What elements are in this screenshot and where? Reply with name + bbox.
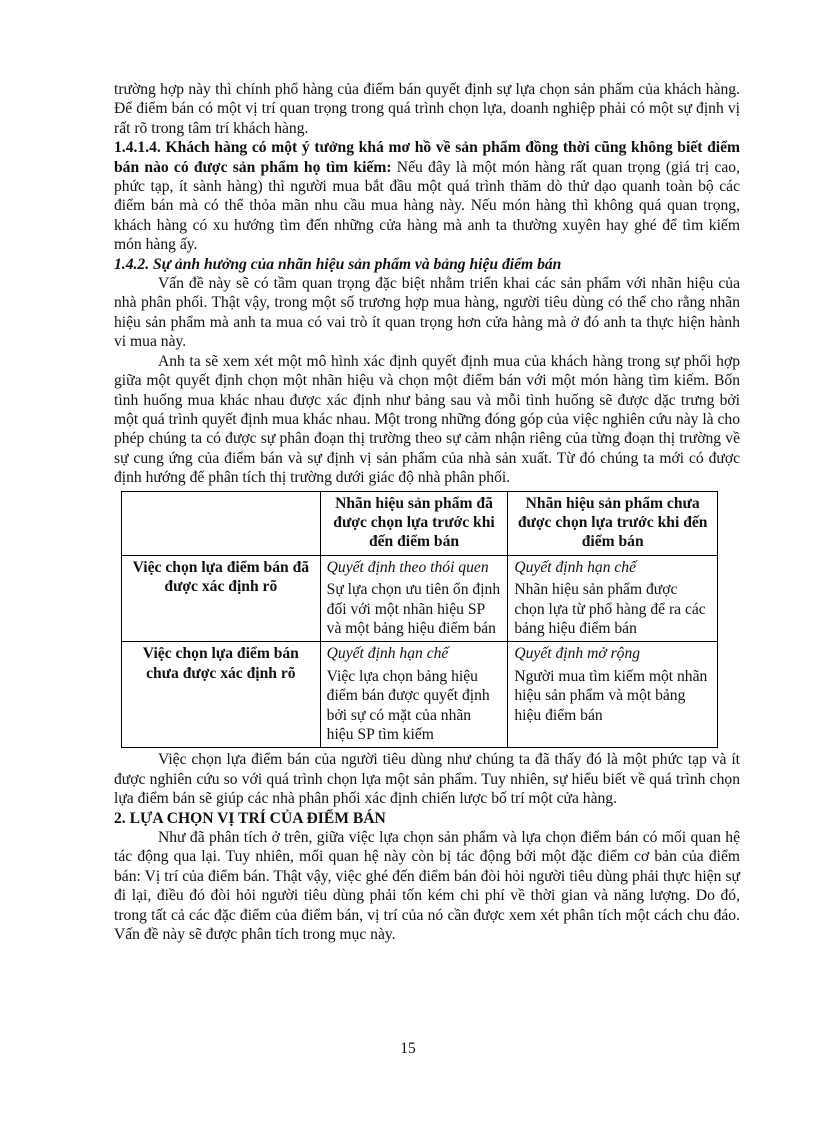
- table-cell: [320, 642, 508, 748]
- paragraph-location: Như đã phân tích ở trên, giữa việc lựa chọn sản phẩm và lựa chọn điểm bán có mối quan hệ tác động qua lại. Tuy nhiên, mối quan hệ này còn bị tác động bởi một đặc điểm cơ bản của điểm bán: Vị trí của điểm bán. Thật vậy, việc ghé đến điểm bán đòi hỏi người tiêu dùng phải thực hiện sự đi lại, điều đó đòi hỏi người tiêu dùng phải tốn kém chi phí về thời gian và năng lượng. Do đó, trong tất cả các đặc điểm của điểm bán, vị trí của nó cần được xem xét phân tích một cách chu đáo. Vấn đề này sẽ được phân tích trong mục này.: [114, 829, 740, 944]
- cell-text: Việc lựa chọn bảng hiệu điểm bán được quyết định bởi sự có mặt của nhãn hiệu SP tìm kiếm: [326, 667, 490, 743]
- paragraph-intro: trường hợp này thì chính phổ hàng của điểm bán quyết định sự lựa chọn sản phẩm của khách hàng. Để điểm bán có một vị trí quan trọng trong quá trình chọn lựa, doanh nghiệp phải có một sự định vị rất rõ trong tâm trí khách hàng.: [114, 81, 740, 137]
- table-col-header: Nhãn hiệu sản phẩm chưa được chọn lựa trước khi đến điểm bán: [508, 491, 718, 555]
- table-cell: [508, 555, 718, 642]
- cell-title: Quyết định hạn chế: [326, 645, 449, 663]
- table-row-header: Việc chọn lựa điểm bán chưa được xác định rõ: [122, 642, 321, 748]
- table-cell: [320, 555, 508, 642]
- heading-1-4-2: 1.4.2. Sự ảnh hưởng của nhãn hiệu sản phẩm và bảng hiệu điểm bán: [114, 255, 562, 273]
- cell-title: Quyết định mở rộng: [514, 645, 641, 663]
- paragraph-brand-influence: Vấn đề này sẽ có tầm quan trọng đặc biệt nhằm triển khai các sản phẩm với nhãn hiệu của nhà phân phối. Thật vậy, trong một số trương hợp mua hàng, người tiêu dùng có thể cho rằng nhãn hiệu sản phẩm mà anh ta mua có vai trò ít quan trọng hơn cửa hàng mà ở đó anh ta thực hiện hành vi mua này.: [114, 275, 740, 351]
- page-number: 15: [400, 1040, 416, 1057]
- table-row: [122, 642, 718, 748]
- table-row: [122, 555, 718, 642]
- table-corner-cell: [122, 491, 321, 555]
- cell-title: Quyết định theo thói quen: [326, 558, 489, 576]
- paragraph-store-choice: Việc chọn lựa điểm bán của người tiêu dùng như chúng ta đã thấy đó là một phức tạp và ít được nghiên cứu so với quá trình chọn lựa một sản phẩm. Tuy nhiên, sự hiểu biết về quá trình chọn lựa điểm bán sẽ giúp các nhà phân phối xác định chiến lược bố trí một cửa hàng.: [114, 751, 740, 808]
- cell-title: Quyết định hạn chế: [514, 558, 637, 576]
- decision-table: [121, 491, 718, 749]
- cell-text: Sự lựa chọn ưu tiên ổn định đối với một nhãn hiệu SP và một bảng hiệu điểm bán: [326, 581, 501, 637]
- paragraph-1-4-1-4: [114, 138, 740, 254]
- paragraph-1-4-1-4-body: Nếu đây là một món hàng rất quan trọng (giá trị cao, phức tạp, ít sành hàng) thì người mua bắt đầu một quá trình thăm dò thử dạo quanh toàn bộ các điểm bán mà có thể thỏa mãn nhu cầu mua hàng này. Nếu món hàng thì không quá quan trọng, khách hàng có xu hướng tìm đến những cửa hàng mà anh ta thường xuyên hay ghé để tìm kiếm món hàng ấy.: [114, 158, 740, 254]
- heading-2: 2. LỰA CHỌN VỊ TRÍ CỦA ĐIỂM BÁN: [114, 809, 386, 827]
- cell-text: Người mua tìm kiếm một nhãn hiệu sản phẩm và một bảng hiệu điểm bán: [514, 667, 708, 724]
- table-header-row: [122, 491, 718, 555]
- document-body: [114, 80, 740, 944]
- table-cell: [508, 642, 718, 748]
- paragraph-decision-model: Anh ta sẽ xem xét một mô hình xác định quyết định mua của khách hàng trong sự phối hợp giữa một quyết định chọn một nhãn hiệu và chọn một điểm bán với một món hàng tìm kiếm. Bốn tình huống mua khác nhau được xác định như bảng sau và mỗi tình huống sẽ được dặc trưng bởi một quá trình quyết định mua khác nhau. Một trong những đóng góp của việc nghiên cứu này là cho phép chúng ta có được sự phân đoạn thị trường theo sự cảm nhận riêng của từng đoạn thị trường về sự cung ứng của điểm bán và sự định vị sản phẩm của nhà sản xuất. Từ đó chúng ta mới có được định hướng để phân tích thị trường dưới giác độ nhà phân phối.: [114, 352, 740, 487]
- subheading-1-4-1-4: 1.4.1.4. Khách hàng có một ý tưởng khá mơ hồ về sản phẩm đồng thời cũng không biết điểm bán nào có được sản phẩm họ tìm kiếm:: [114, 139, 740, 176]
- table-col-header: Nhãn hiệu sản phẩm đã được chọn lựa trước khi đến điểm bán: [320, 491, 508, 555]
- table-row-header: Việc chọn lựa điểm bán đã được xác định rõ: [122, 555, 321, 642]
- cell-text: Nhãn hiệu sản phẩm được chọn lựa từ phổ hàng để ra các bảng hiệu điểm bán: [514, 581, 706, 637]
